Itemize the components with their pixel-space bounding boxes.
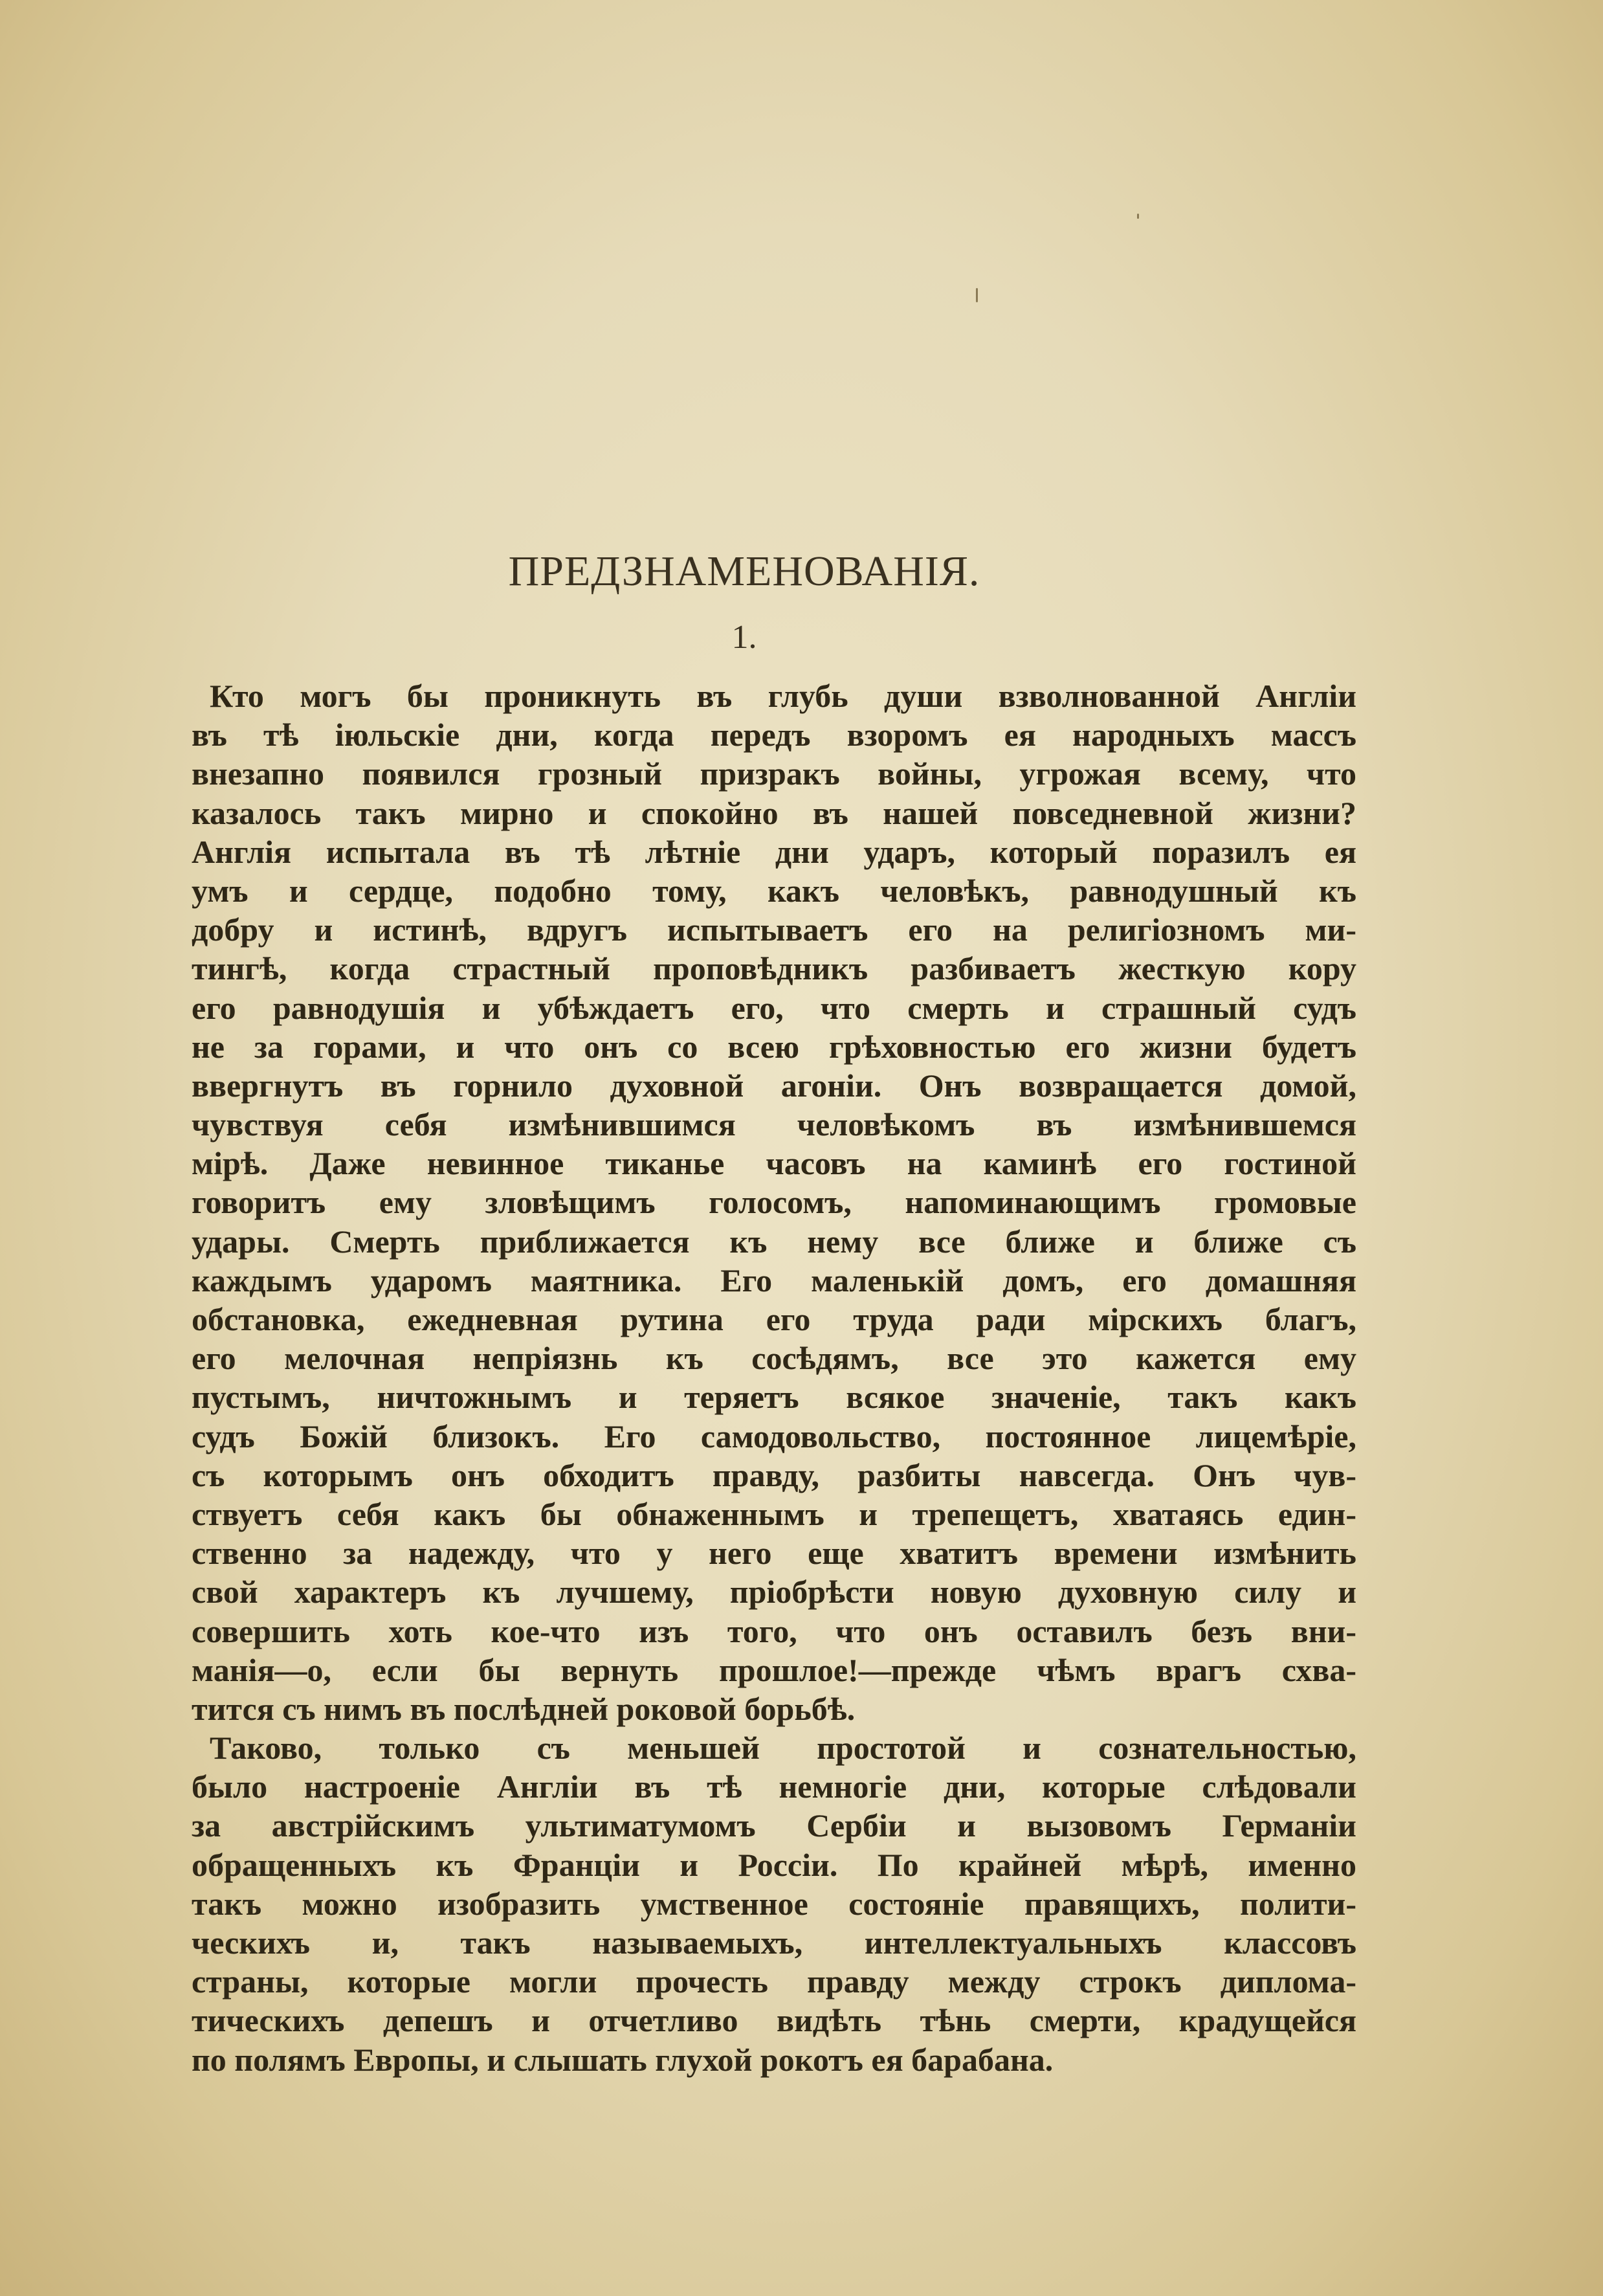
text-line-content: удары. Смерть приближается къ нему все ближе и ближе съ bbox=[192, 1223, 1356, 1260]
section-number: 1. bbox=[731, 619, 757, 656]
text-line-content: совершить хоть кое-что изъ того, что онъ оставилъ безъ вни- bbox=[192, 1612, 1356, 1649]
text-line bbox=[192, 1845, 1356, 1884]
text-line-content: обращенныхъ къ Франціи и Россіи. По крайней мѣрѣ, именно bbox=[192, 1846, 1356, 1883]
text-line-content: съ которымъ онъ обходитъ правду, разбиты навсегда. Онъ чув- bbox=[192, 1456, 1356, 1493]
text-line bbox=[192, 988, 1356, 1027]
text-line-content: такъ можно изобразить умственное состояніе правящихъ, полити- bbox=[192, 1885, 1356, 1922]
text-line bbox=[192, 1105, 1356, 1144]
text-line-content: его равнодушія и убѣждаетъ его, что смерть и страшный судъ bbox=[192, 989, 1356, 1026]
text-line bbox=[192, 1962, 1356, 2001]
text-line bbox=[192, 1261, 1356, 1300]
text-line-content: ческихъ и, такъ называемыхъ, интеллектуальныхъ классовъ bbox=[192, 1924, 1356, 1961]
text-line-content: пустымъ, ничтожнымъ и теряетъ всякое значеніе, такъ какъ bbox=[192, 1379, 1356, 1416]
text-line-content: внезапно появился грозный призракъ войны, угрожая всему, что bbox=[192, 755, 1356, 792]
text-line bbox=[192, 1377, 1356, 1416]
text-line-content: ствуетъ себя какъ бы обнаженнымъ и трепещетъ, хватаясь един- bbox=[192, 1495, 1356, 1532]
text-line-content: въ тѣ іюльскіе дни, когда передъ взоромъ ея народныхъ массъ bbox=[192, 717, 1356, 753]
text-line-content: тингѣ, когда страстный проповѣдникъ разбиваетъ жесткую кору bbox=[192, 950, 1356, 987]
text-line-content: ввергнутъ въ горнило духовной агоніи. Онъ возвращается домой, bbox=[192, 1067, 1356, 1104]
paper-speck bbox=[1137, 214, 1139, 219]
text-line bbox=[192, 1495, 1356, 1533]
body-text bbox=[192, 676, 1356, 2079]
text-line-content: казалось такъ мирно и спокойно въ нашей повседневной жизни? bbox=[192, 794, 1356, 831]
text-line bbox=[192, 949, 1356, 988]
text-line bbox=[192, 1572, 1356, 1611]
text-line bbox=[192, 1339, 1356, 1377]
text-line-content: было настроеніе Англіи въ тѣ немногіе дни, которые слѣдовали bbox=[192, 1768, 1356, 1805]
text-line-content: не за горами, и что онъ со всею грѣховностью его жизни будетъ bbox=[192, 1028, 1356, 1065]
text-line bbox=[192, 1456, 1356, 1495]
text-line-content: умъ и сердце, подобно тому, какъ человѣкъ, равнодушный къ bbox=[192, 872, 1356, 909]
page-title: ПРЕДЗНАМЕНОВАНІЯ. bbox=[508, 548, 980, 595]
text-line bbox=[192, 1884, 1356, 1923]
text-line bbox=[192, 1300, 1356, 1339]
text-line-content: Англія испытала въ тѣ лѣтніе дни ударъ, который поразилъ ея bbox=[192, 833, 1356, 870]
text-line-content: обстановка, ежедневная рутина его труда ради мірскихъ благъ, bbox=[192, 1301, 1356, 1337]
text-line-content: мірѣ. Даже невинное тиканье часовъ на каминѣ его гостиной bbox=[192, 1145, 1356, 1182]
text-line bbox=[192, 1651, 1356, 1689]
text-line bbox=[192, 1533, 1356, 1572]
text-line bbox=[192, 1183, 1356, 1221]
text-line-content: ственно за надежду, что у него еще хватитъ времени измѣнить bbox=[192, 1535, 1356, 1572]
text-line bbox=[192, 1612, 1356, 1651]
text-line bbox=[192, 715, 1356, 754]
text-line-content: тится съ нимъ въ послѣдней роковой борьбѣ. bbox=[192, 1690, 856, 1727]
text-line bbox=[192, 794, 1356, 832]
text-line bbox=[192, 1066, 1356, 1105]
text-line-content: говоритъ ему зловѣщимъ голосомъ, напоминающимъ громовые bbox=[192, 1184, 1356, 1221]
text-line bbox=[192, 1689, 1356, 1728]
text-line bbox=[192, 910, 1356, 949]
text-line bbox=[192, 832, 1356, 871]
text-line-content: по полямъ Европы, и слышать глухой рокотъ ея барабана. bbox=[192, 2041, 1054, 2078]
text-line bbox=[192, 1417, 1356, 1456]
text-line bbox=[192, 2001, 1356, 2040]
text-line-content: тическихъ депешъ и отчетливо видѣть тѣнь смерти, крадущейся bbox=[192, 2002, 1356, 2039]
text-line bbox=[192, 1767, 1356, 1806]
text-line bbox=[192, 1806, 1356, 1845]
text-line-content: свой характеръ къ лучшему, пріобрѣсти новую духовную силу и bbox=[192, 1574, 1356, 1611]
text-line-content: Кто могъ бы проникнуть въ глубь души взволнованной Англіи bbox=[210, 678, 1356, 714]
text-line-content: Таково, только съ меньшей простотой и сознательностью, bbox=[210, 1730, 1356, 1767]
paper-speck bbox=[976, 288, 978, 302]
text-line bbox=[192, 1222, 1356, 1261]
text-line bbox=[192, 1923, 1356, 1962]
text-line-content: судъ Божій близокъ. Его самодовольство, постоянное лицемѣріе, bbox=[192, 1418, 1356, 1455]
text-line-content: чувствуя себя измѣнившимся человѣкомъ въ измѣнившемся bbox=[192, 1106, 1356, 1143]
text-line bbox=[192, 2040, 1356, 2079]
text-line-content: добру и истинѣ, вдругъ испытываетъ его на религіозномъ ми- bbox=[192, 911, 1356, 948]
text-line bbox=[192, 1144, 1356, 1183]
text-line-content: каждымъ ударомъ маятника. Его маленькій домъ, его домашняя bbox=[192, 1262, 1356, 1298]
text-line-content: страны, которые могли прочесть правду между строкъ диплома- bbox=[192, 1963, 1356, 2000]
text-line-content: манія—о, если бы вернуть прошлое!—прежде чѣмъ врагъ схва- bbox=[192, 1651, 1356, 1688]
text-line bbox=[192, 676, 1356, 715]
text-line bbox=[192, 1728, 1356, 1767]
text-line-content: за австрійскимъ ультиматумомъ Сербіи и вызовомъ Германіи bbox=[192, 1807, 1356, 1844]
text-line-content: его мелочная непріязнь къ сосѣдямъ, все это кажется ему bbox=[192, 1340, 1356, 1377]
text-line bbox=[192, 871, 1356, 910]
text-line bbox=[192, 754, 1356, 793]
text-line bbox=[192, 1027, 1356, 1066]
